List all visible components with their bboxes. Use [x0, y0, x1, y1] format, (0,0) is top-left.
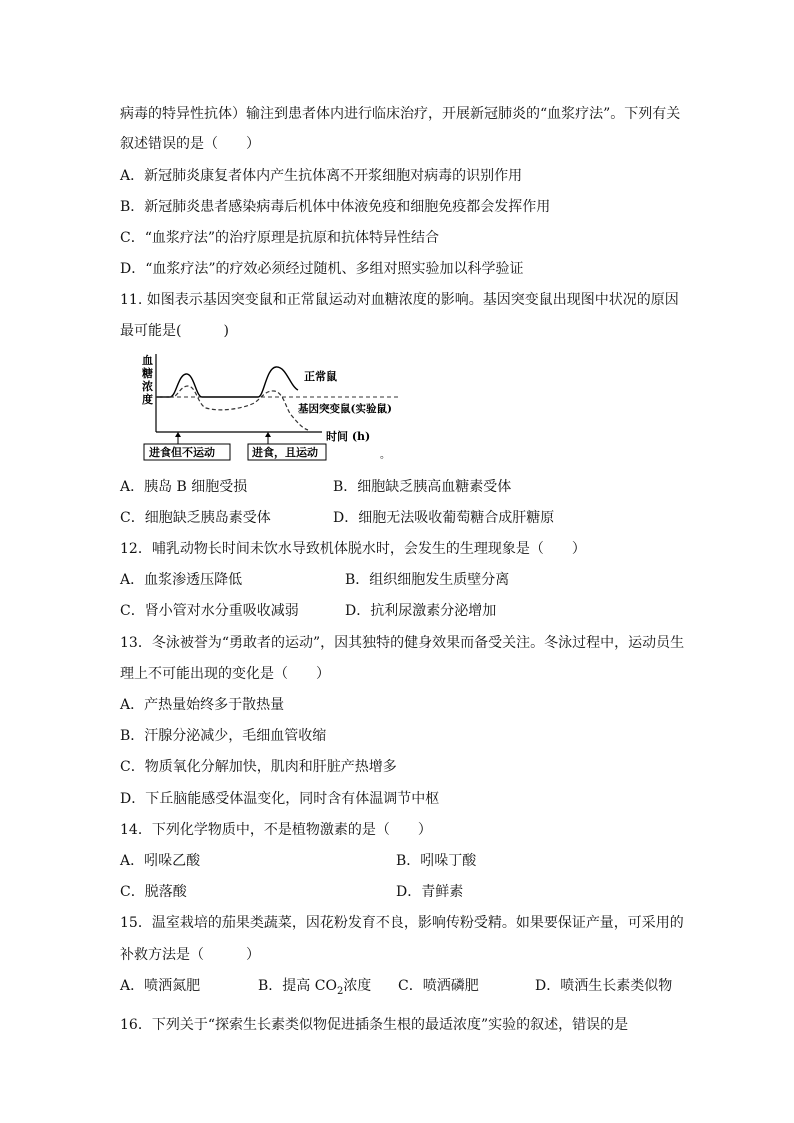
- q15-option-b: [258, 976, 371, 996]
- q11-stem-line1: 11. 如图表示基因突变鼠和正常鼠运动对血糖浓度的影响。基因突变鼠出现图中状况的原因: [120, 292, 679, 308]
- fig-dot: 。: [380, 450, 390, 461]
- q12-option-b: B．组织细胞发生质壁分离: [345, 572, 510, 588]
- blood-glucose-figure: [140, 352, 420, 464]
- fig-xlabel: 时间 (h): [326, 430, 371, 443]
- q13-stem-line1: 13．冬泳被誉为“勇敢者的运动”，因其独特的健身效果而备受关注。冬泳过程中，运动员生: [120, 635, 685, 651]
- q16-stem-line1: 16．下列关于“探索生长素类似物促进插条生根的最适浓度”实验的叙述，错误的是: [120, 1017, 629, 1033]
- fig-ylabel-2: 糖: [142, 367, 153, 380]
- q14-option-d: D．青鲜素: [396, 884, 464, 900]
- q14-option-c: C．脱落酸: [120, 884, 187, 900]
- q11-option-c: C．细胞缺乏胰岛素受体: [120, 510, 271, 526]
- q10-option-c: C．“血浆疗法”的治疗原理是抗原和抗体特异性结合: [120, 230, 440, 246]
- q13-option-a: A．产热量始终多于散热量: [120, 697, 285, 713]
- q14-option-b: B．吲哚丁酸: [396, 853, 477, 869]
- q13-option-b: B．汗腺分泌减少，毛细血管收缩: [120, 728, 327, 744]
- fig-normal-label: 正常鼠: [304, 370, 337, 383]
- q10-option-d: D．“血浆疗法”的疗效必须经过随机、多组对照实验加以科学验证: [120, 261, 524, 277]
- fig-mutant-label: 基因突变鼠(实验鼠): [298, 403, 392, 415]
- fig-ylabel-4: 度: [142, 393, 153, 406]
- q15-option-b-pre: B．提高 CO: [258, 978, 337, 994]
- q15-option-d: D．喷洒生长素类似物: [535, 978, 673, 994]
- q15-option-c: C．喷洒磷肥: [398, 978, 479, 994]
- q11-option-a: A．胰岛 B 细胞受损: [120, 479, 248, 495]
- q12-option-d: D．抗利尿激素分泌增加: [345, 603, 497, 619]
- q14-stem-line1: 14．下列化学物质中，不是植物激素的是（ ）: [120, 822, 432, 838]
- q10-option-a: A．新冠肺炎康复者体内产生抗体离不开浆细胞对病毒的识别作用: [120, 168, 523, 184]
- fig-ylabel-1: 血: [142, 354, 153, 367]
- fig-mutant-curve: [156, 386, 308, 430]
- q10-stem-line1: 病毒的特异性抗体）输注到患者体内进行临床治疗，开展新冠肺炎的“血浆疗法”。下列有关: [120, 106, 681, 122]
- q10-option-b: B．新冠肺炎患者感染病毒后机体中体液免疫和细胞免疫都会发挥作用: [120, 199, 551, 215]
- fig-arrow1-head: [175, 432, 181, 437]
- q10-stem-line2: 叙述错误的是（ ）: [120, 136, 260, 152]
- q15-option-b-sub: 2: [336, 985, 344, 997]
- q15-stem-line2: 补救方法是（ ）: [120, 947, 260, 963]
- q15-stem-line1: 15．温室栽培的茄果类蔬菜，因花粉发育不良，影响传粉受精。如果要保证产量，可采用的: [120, 915, 684, 931]
- q11-option-d: D．细胞无法吸收葡萄糖合成肝糖原: [333, 510, 555, 526]
- q11-stem-line2: 最可能是( ): [120, 323, 229, 339]
- q12-option-a: A．血浆渗透压降低: [120, 572, 243, 588]
- q15-option-b-post: 浓度: [343, 978, 372, 994]
- q13-option-d: D．下丘脑能感受体温变化，同时含有体温调节中枢: [120, 791, 440, 807]
- q12-stem-line1: 12．哺乳动物长时间未饮水导致机体脱水时，会发生的生理现象是（ ）: [120, 541, 586, 557]
- fig-ylabel-3: 浓: [142, 380, 153, 393]
- q15-option-a: A．喷洒氮肥: [120, 978, 201, 994]
- q14-option-a: A．吲哚乙酸: [120, 853, 201, 869]
- q11-option-b: B．细胞缺乏胰高血糖素受体: [333, 479, 512, 495]
- fig-box2-label: 进食，且运动: [252, 446, 318, 459]
- q12-option-c: C．肾小管对水分重吸收减弱: [120, 603, 299, 619]
- fig-box1-label: 进食但不运动: [149, 446, 215, 459]
- q13-option-c: C．物质氧化分解加快，肌肉和肝脏产热增多: [120, 759, 397, 775]
- q13-stem-line2: 理上不可能出现的变化是（ ）: [120, 666, 330, 682]
- fig-arrow2-head: [265, 432, 271, 437]
- fig-normal-curve: [156, 367, 298, 397]
